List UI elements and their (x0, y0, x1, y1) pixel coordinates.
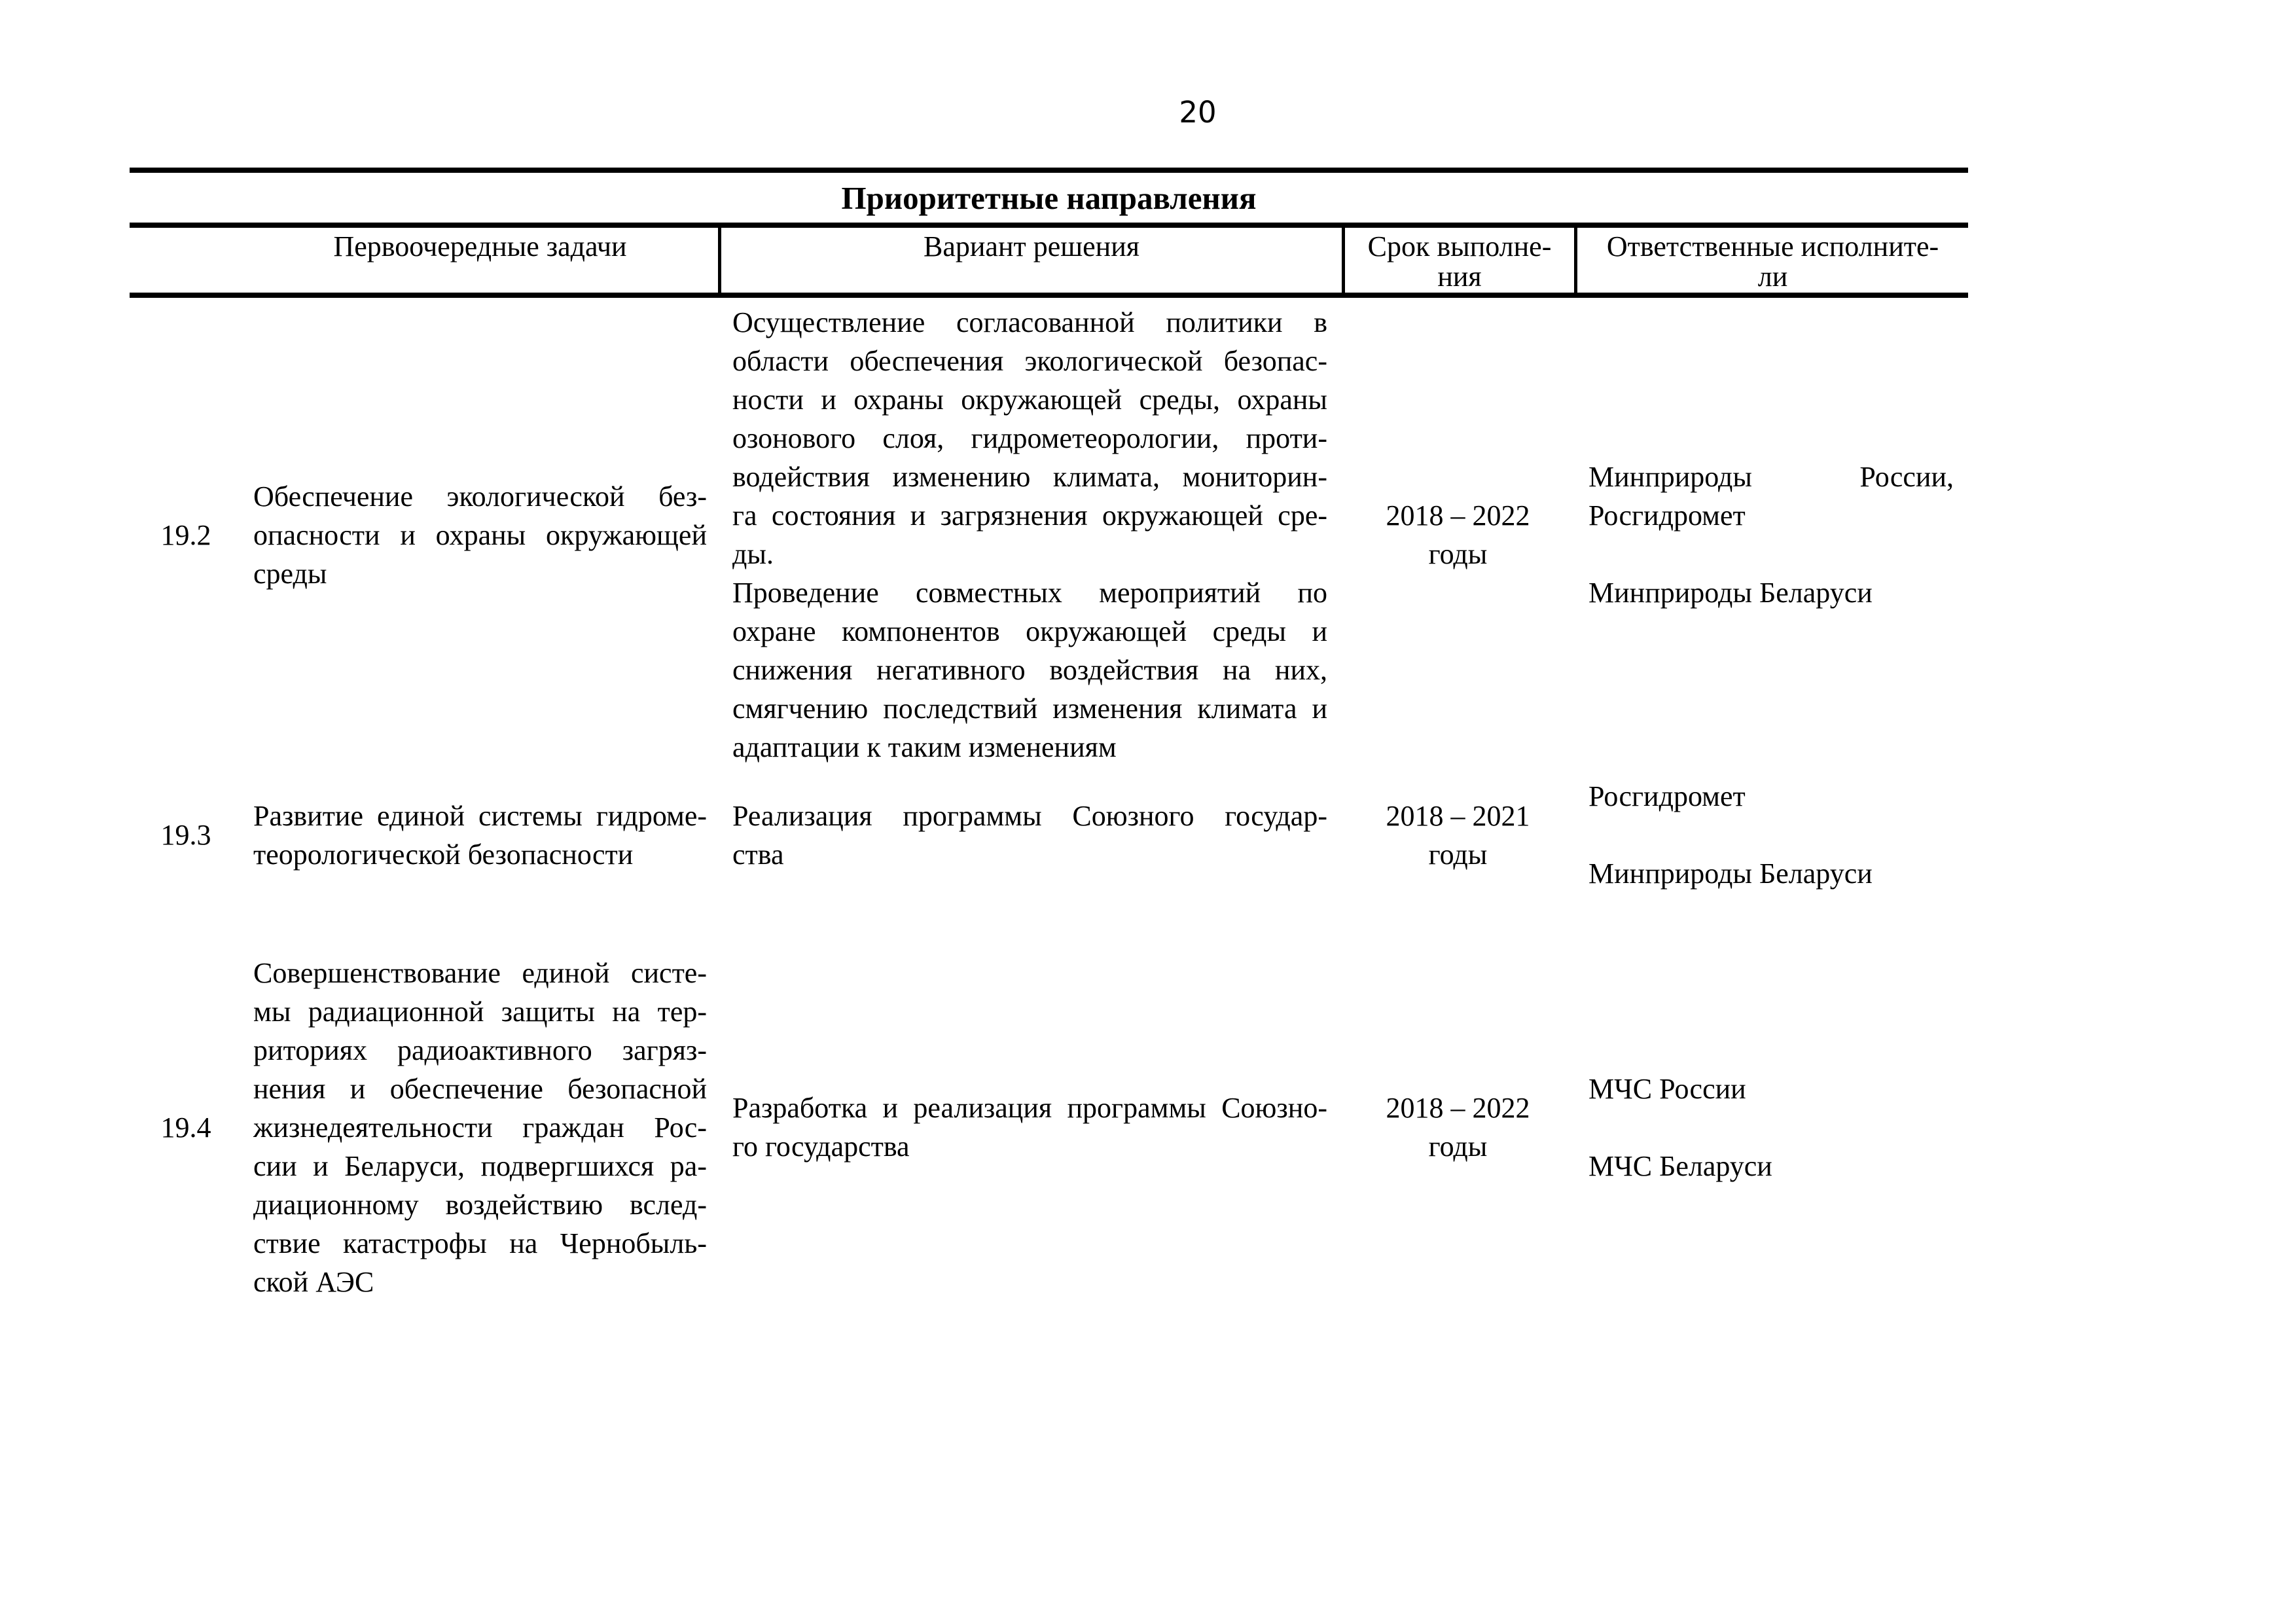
header-cell-tasks: Первоочередные задачи (333, 230, 627, 262)
responsible-cell: Минприроды России, Росгидромет Минприроды Беларуси (1588, 461, 1954, 609)
page-number: 20 (1179, 95, 1217, 130)
row-number: 19.3 (160, 819, 211, 851)
task-cell: Развитие единой системы гидроме- теорологической безопасности (253, 799, 707, 871)
row-number: 19.2 (160, 518, 211, 551)
solution-paragraph: Реализация программы Союзного государ- ства (732, 799, 1327, 871)
header-cell-responsible: Ответственные исполните- ли (1574, 228, 1968, 293)
solution-cell (718, 903, 1342, 1351)
solution-paragraph: Проведение совместных мероприятий по охране компонентов окружающей среды и снижения негативного воздействия на них, смягчению последствий изменения климата и адаптации к таким изменениям (732, 577, 1327, 763)
task-cell: Обеспечение экологической без- опасности и охраны окружающей среды (253, 480, 707, 590)
solution-paragraph: Осуществление согласованной политики в области обеспечения экологической безопас- ности и охраны окружающей среды, охраны озонового слоя, гидрометеорологии, проти- водействия изменению климата, мониторин- га состояния и загрязнения окружающей сре- ды. (732, 306, 1327, 570)
task-cell: Совершенствование единой систе- мы радиационной защиты на тер- риториях радиоактивного загряз- нения и обеспечение безопасной жизнедеятельности граждан Рос- сии и Беларуси, подвергшихся ра- диационному воздействию вслед- ствие катастрофы на Чернобыль- ской АЭС (253, 956, 707, 1298)
solution-cell (718, 777, 1342, 893)
header-cell-term: Срок выполне- ния (1342, 228, 1574, 293)
term-cell: 2018 – 2022 годы (1386, 1092, 1530, 1163)
row-number: 19.4 (160, 1111, 211, 1144)
table-row-19-3 (130, 772, 1968, 898)
header-row (130, 228, 1968, 293)
top-rule (130, 168, 1968, 173)
table-title: Приоритетные направления (841, 179, 1257, 216)
header-bottom-rule (130, 293, 1968, 298)
title-bottom-rule (130, 223, 1968, 228)
responsible-cell: Росгидромет Минприроды Беларуси (1588, 780, 1873, 890)
header-cell-solution: Вариант решения (718, 228, 1342, 293)
table-row-19-4 (130, 898, 1968, 1356)
table-row-19-2 (130, 298, 1968, 772)
solution-cell (718, 303, 1342, 767)
solution-paragraph: Разработка и реализация программы Союзно- го государства (732, 1092, 1327, 1163)
term-cell: 2018 – 2021 годы (1386, 799, 1530, 871)
priority-directions-table (130, 168, 1968, 1356)
responsible-cell: МЧС России МЧС Беларуси (1588, 1072, 1772, 1182)
term-cell: 2018 – 2022 годы (1386, 499, 1530, 570)
